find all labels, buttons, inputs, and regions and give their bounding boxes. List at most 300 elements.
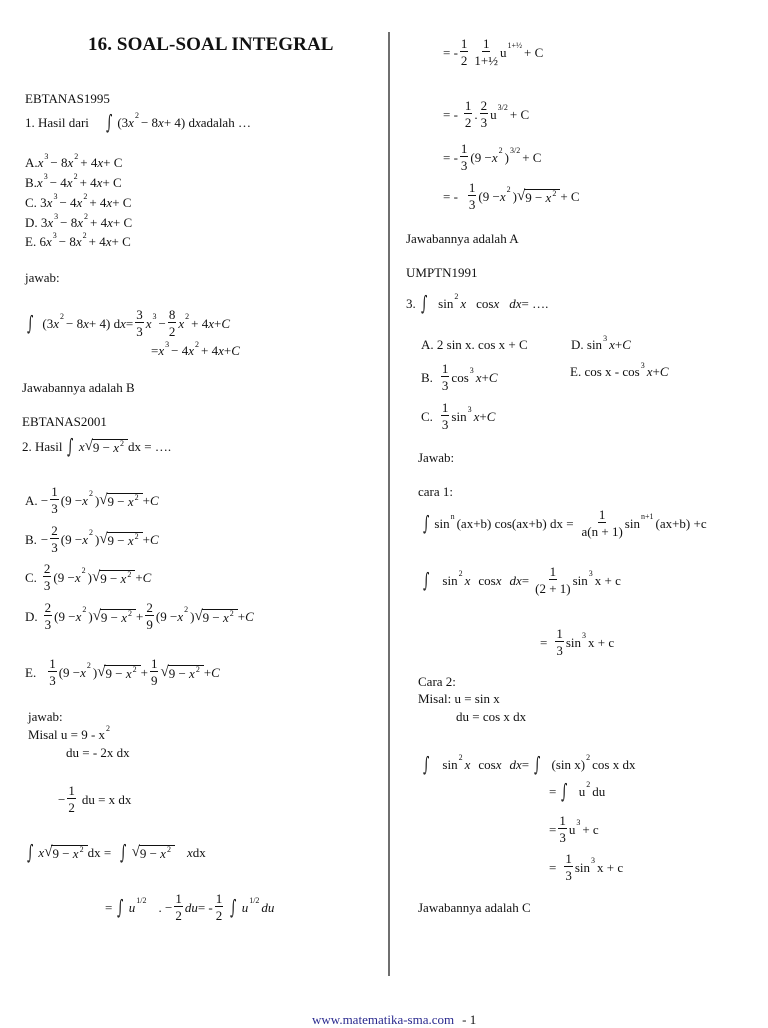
text-run: Jawabannya adalah B (22, 380, 135, 395)
text-run: x + c (594, 572, 621, 588)
text-run: − 4 (171, 343, 189, 358)
text-run: = (549, 821, 557, 837)
fraction (48, 657, 57, 687)
math-variable: x (473, 408, 480, 424)
math-line (418, 565, 621, 595)
fraction-denominator: 3 (556, 643, 563, 658)
square-root (517, 189, 560, 204)
radical-sign-icon: √ (516, 187, 526, 204)
math-variable: x (80, 664, 86, 680)
text-run: x + c (597, 859, 624, 875)
text-run: UMPTN1991 (406, 265, 478, 280)
math-variable: x (495, 756, 502, 772)
text-run: dx = (87, 844, 112, 860)
superscript: 2 (127, 569, 132, 579)
text-run: cos (478, 756, 496, 772)
math-variable: x (178, 315, 185, 331)
math-variable: x (47, 215, 54, 230)
math-line (456, 710, 526, 723)
fraction (145, 601, 154, 631)
superscript: 3 (640, 360, 645, 370)
text-run: = - (443, 106, 458, 122)
superscript: 2 (82, 605, 87, 614)
text-run: B. (25, 531, 37, 547)
math-variable: C (486, 408, 496, 424)
math-line (418, 485, 453, 498)
square-root (99, 493, 142, 508)
superscript: 2 (458, 569, 463, 578)
text-run: du = - 2x dx (66, 745, 130, 760)
text-run: + 4 (88, 234, 106, 249)
text-run: ) (92, 664, 98, 680)
radicand (139, 845, 175, 860)
integral-sign-icon: ∫ (230, 895, 237, 919)
radical-sign-icon: √ (194, 607, 203, 624)
math-variable: x (37, 155, 44, 170)
superscript: 2 (82, 230, 87, 240)
superscript: 2 (132, 664, 137, 674)
text-run: = (549, 859, 557, 875)
text-run: C. (25, 569, 37, 585)
text-run: 3. (406, 295, 416, 311)
integral-sign-icon: ∫ (420, 291, 428, 315)
text-run: sin (434, 515, 450, 531)
superscript: 2 (106, 723, 111, 733)
math-variable: x (107, 215, 113, 230)
math-variable: x (464, 572, 471, 588)
text-run: E. cos x - cos (570, 364, 640, 379)
math-line (25, 562, 151, 592)
math-variable: x (38, 844, 45, 860)
text-run: 9 − (107, 532, 128, 548)
text-run: 9 − (168, 665, 190, 681)
radical-sign-icon: √ (91, 568, 101, 585)
fraction-denominator: 2 (215, 908, 223, 923)
square-root (44, 845, 87, 860)
text-run: A. (25, 155, 38, 170)
math-variable: x (125, 665, 132, 681)
math-line (58, 784, 131, 814)
text-run: sin (572, 572, 588, 588)
math-variable: x (186, 844, 193, 860)
math-variable: x (218, 343, 224, 358)
text-run: + c (582, 821, 599, 837)
text-run: x + c (588, 634, 615, 650)
radicand (51, 845, 87, 860)
fraction-denominator: 2 (464, 115, 472, 130)
text-run: Jawabannya adalah A (406, 231, 519, 246)
math-variable: C (245, 608, 254, 624)
text-run: ) (94, 531, 100, 547)
text-run: − 8 (66, 315, 84, 331)
footer-url-link[interactable]: www.matematika-sma.com (312, 1012, 455, 1027)
radical-sign-icon: √ (97, 663, 106, 680)
text-run: E. (25, 664, 37, 680)
text-run: + C (524, 44, 544, 60)
math-variable: x (113, 439, 120, 455)
superscript: 3 (54, 211, 59, 221)
fraction-denominator: 3 (43, 578, 51, 593)
math-variable: x (77, 215, 84, 230)
text-run: (9 − (53, 569, 75, 585)
text-run: C. 3 (25, 195, 47, 210)
text-run: (9 − (470, 149, 492, 165)
math-variable: x (475, 369, 482, 385)
text-run: − (58, 791, 66, 807)
superscript: 2 (195, 664, 200, 674)
math-variable: x (121, 609, 128, 625)
math-line (418, 508, 707, 538)
superscript: 3 (53, 191, 58, 201)
text-run: + 4 (79, 175, 97, 190)
radical-sign-icon: √ (99, 491, 108, 508)
superscript: 2 (120, 438, 125, 448)
superscript: 2 (84, 211, 89, 221)
text-run: + C (560, 188, 580, 204)
radicand (92, 439, 128, 454)
radicand (202, 609, 238, 624)
text-run: dx (192, 844, 206, 860)
text-run: − 8 (50, 155, 68, 170)
text-run: 9 − (92, 439, 114, 455)
math-variable: x (75, 608, 82, 624)
fraction-denominator: 3 (460, 158, 468, 173)
math-variable: C (149, 492, 159, 508)
radical-sign-icon: √ (99, 530, 108, 547)
fraction (564, 852, 573, 882)
superscript: 2 (79, 844, 84, 854)
math-line (28, 710, 63, 723)
text-run: (9 − (60, 531, 83, 547)
math-variable: x (460, 295, 467, 311)
text-run: = (125, 315, 134, 331)
text-run: = …. (521, 295, 549, 311)
fraction-numerator: 1 (51, 484, 58, 499)
fraction (50, 485, 59, 515)
page-number: - 1 (462, 1012, 477, 1027)
superscript: 2 (458, 753, 463, 762)
fraction-denominator: 9 (150, 673, 158, 688)
text-run: + (614, 337, 623, 352)
superscript: 3 (576, 818, 581, 827)
text-run: + (214, 315, 222, 331)
text-run: = - (197, 899, 213, 915)
math-variable: x (493, 295, 500, 311)
text-run: EBTANAS1995 (25, 91, 110, 106)
math-variable: x (72, 845, 79, 861)
superscript: 3 (469, 366, 474, 375)
fraction-numerator: 1 (175, 891, 182, 906)
text-run: u (490, 106, 497, 122)
math-variable: C (659, 364, 669, 379)
radicand (104, 665, 140, 680)
math-variable: x (646, 364, 653, 379)
fraction-numerator: 1 (215, 891, 223, 906)
fraction (150, 657, 159, 687)
math-line (570, 360, 669, 379)
fraction-numerator: 2 (43, 561, 51, 576)
fraction-denominator: 9 (146, 617, 153, 632)
text-run: (9 − (155, 608, 178, 624)
math-variable: C (142, 569, 152, 585)
text-run: (9 − (60, 492, 83, 508)
fraction-numerator: 2 (480, 98, 488, 113)
text-run: + (652, 364, 660, 379)
text-run: u (568, 821, 576, 837)
math-variable: x (127, 532, 134, 548)
math-line (66, 746, 130, 759)
math-line (25, 171, 122, 190)
superscript: 3 (603, 333, 608, 343)
math-line (25, 601, 254, 631)
fraction-denominator: a(n + 1) (581, 524, 623, 539)
math-variable: x (53, 315, 60, 331)
text-run: (sin x) (551, 756, 586, 772)
math-line (25, 524, 159, 554)
fraction-denominator: 2 (175, 908, 182, 923)
text-run: − 8 (140, 114, 159, 130)
superscript: 3 (52, 230, 57, 240)
text-run: (9 − (478, 188, 500, 204)
text-run: (ax+b) cos(ax+b) dx = (456, 515, 574, 531)
square-root (97, 665, 140, 680)
text-run: + (479, 408, 487, 424)
math-variable: x (75, 234, 82, 249)
text-run: + 4) d (163, 114, 195, 130)
text-run: du = cos x dx (456, 709, 527, 724)
math-line (549, 852, 623, 882)
text-run: (3 (42, 315, 54, 331)
fraction-numerator: 3 (136, 307, 143, 322)
fraction-denominator: 3 (44, 617, 52, 632)
text-run: + C (102, 175, 122, 190)
math-variable: x (45, 234, 52, 249)
math-variable: u (241, 899, 249, 915)
fraction-denominator: 3 (51, 540, 58, 555)
text-run: (3 (117, 114, 129, 130)
math-line (25, 211, 133, 230)
math-line (549, 781, 605, 801)
column-divider (388, 32, 390, 976)
math-line (25, 92, 110, 105)
text-run: Misal: u = sin x (418, 691, 500, 706)
text-run: − 4 (59, 195, 77, 210)
superscript: 1+½ (507, 41, 523, 50)
fraction-numerator: 1 (468, 180, 476, 195)
text-run: + C (509, 106, 530, 122)
math-variable: x (158, 343, 165, 358)
math-variable: x (499, 188, 506, 204)
text-run: = (151, 343, 159, 358)
fraction-denominator: 3 (480, 115, 488, 130)
math-line (571, 333, 631, 352)
fraction-denominator: 2 (460, 53, 468, 68)
superscript: 3 (588, 569, 593, 578)
superscript: 2 (60, 312, 65, 321)
math-variable: dx (509, 295, 522, 311)
superscript: 3/2 (509, 146, 521, 155)
superscript: 2 (184, 605, 189, 614)
math-variable: du (184, 899, 198, 915)
fraction-numerator: 1 (549, 564, 557, 579)
text-run: − 8 (58, 234, 76, 249)
superscript: 2 (195, 339, 199, 349)
text-run: 2. Hasil (22, 438, 63, 454)
text-run: cos (476, 295, 494, 311)
text-run: (9 − (54, 608, 76, 624)
text-run: + C (103, 155, 123, 170)
fraction-numerator: 1 (556, 626, 563, 641)
integral-sign-icon: ∫ (423, 511, 430, 535)
fraction-numerator: 1 (559, 813, 566, 828)
fraction-denominator: 3 (468, 197, 476, 212)
text-run: E. 6 (25, 234, 46, 249)
math-variable: x (97, 155, 104, 170)
fraction-numerator: 1 (441, 361, 449, 376)
math-variable: x (66, 175, 73, 190)
text-run: C. (421, 408, 433, 424)
integral-sign-icon: ∫ (105, 110, 113, 134)
fraction-denominator: 2 (168, 324, 176, 339)
text-run: = - (443, 149, 458, 165)
text-run: A. − (25, 492, 49, 508)
square-root (85, 439, 128, 454)
math-variable: x (128, 114, 134, 130)
fraction-denominator: 3 (441, 378, 449, 393)
math-variable: C (150, 531, 159, 547)
text-run: B. (421, 369, 433, 385)
fraction-denominator: 2 (68, 800, 75, 815)
math-variable: x (127, 493, 134, 509)
text-run: + (223, 343, 232, 358)
math-variable: x (83, 315, 89, 331)
math-line (418, 754, 635, 774)
fraction (168, 308, 177, 338)
text-run: − 4 (49, 175, 67, 190)
superscript: 1/2 (136, 896, 147, 905)
fraction (460, 142, 469, 172)
integral-sign-icon: ∫ (534, 752, 541, 776)
text-run: sin (574, 859, 591, 875)
square-root (99, 532, 142, 547)
text-run: ) (87, 569, 92, 585)
math-variable: x (145, 315, 152, 331)
text-run: adalah … (200, 114, 251, 130)
integral-sign-icon: ∫ (67, 434, 74, 458)
fraction-numerator: 2 (44, 600, 52, 615)
fraction (460, 37, 469, 67)
math-line (549, 814, 599, 844)
math-line (421, 362, 498, 392)
math-variable: x (120, 315, 126, 331)
math-line (25, 485, 159, 515)
text-run: (9 − (58, 664, 81, 680)
math-line (25, 151, 123, 170)
superscript: 2 (73, 171, 78, 181)
text-run: 9 − (105, 665, 126, 681)
text-run: 9 − (107, 493, 128, 509)
superscript: 1/2 (249, 896, 260, 905)
text-run: Jawab: (418, 450, 455, 465)
superscript: 2 (185, 312, 190, 321)
math-variable: x (120, 570, 127, 586)
text-run: cos (451, 369, 469, 385)
math-variable: C (211, 664, 220, 680)
math-variable: x (82, 492, 88, 508)
fraction-numerator: 1 (598, 507, 606, 522)
square-root (92, 570, 135, 585)
math-line (418, 675, 456, 688)
fraction (474, 37, 498, 67)
superscript: 2 (134, 492, 139, 502)
math-variable: du (261, 899, 275, 915)
superscript: n+1 (640, 512, 654, 521)
radicand (100, 609, 136, 624)
text-run: + 4 (201, 343, 219, 358)
text-run: = - (443, 44, 458, 60)
math-line (406, 266, 478, 279)
radicand (524, 189, 560, 204)
math-line (443, 142, 541, 172)
fraction (50, 524, 59, 554)
text-run: dx = …. (128, 438, 172, 454)
math-line (105, 892, 274, 922)
text-run: + 4 (191, 315, 209, 331)
math-variable: x (189, 665, 195, 681)
math-line (28, 723, 112, 742)
math-variable: x (223, 609, 229, 625)
text-run: sin (565, 634, 582, 650)
fraction (464, 99, 473, 129)
text-run: + (135, 569, 143, 585)
math-line (22, 842, 206, 862)
text-run: = (105, 899, 113, 915)
integral-sign-icon: ∫ (423, 568, 430, 592)
fraction-numerator: 1 (460, 36, 468, 51)
page-title: 16. SOAL-SOAL INTEGRAL (88, 34, 334, 55)
fraction (174, 892, 183, 922)
fraction (441, 401, 450, 431)
text-run: 9 − (100, 570, 121, 586)
fraction (44, 601, 53, 631)
text-run: + (140, 664, 148, 680)
page-footer (312, 1012, 476, 1028)
superscript: 2 (552, 188, 557, 198)
superscript: 3 (44, 151, 49, 161)
integral-sign-icon: ∫ (27, 840, 34, 864)
math-line (25, 230, 131, 249)
math-variable: x (106, 195, 113, 210)
text-run: cara 1: (418, 484, 454, 499)
fraction-denominator: (2 + 1) (535, 581, 571, 596)
superscript: 2 (166, 844, 171, 854)
text-run: sin (442, 756, 458, 772)
superscript: 2 (586, 780, 591, 789)
math-variable: x (609, 337, 615, 352)
text-run: + (142, 531, 151, 547)
superscript: 2 (134, 111, 139, 120)
math-variable: x (495, 572, 502, 588)
superscript: 3 (467, 405, 472, 414)
text-run: + 4 (90, 215, 108, 230)
fraction-numerator: 1 (441, 400, 449, 415)
math-variable: u (128, 899, 136, 915)
text-run: sin (438, 295, 454, 311)
radicand (168, 665, 204, 680)
fraction-denominator: 3 (49, 673, 56, 688)
text-run: + (481, 369, 489, 385)
superscript: 2 (128, 608, 133, 618)
